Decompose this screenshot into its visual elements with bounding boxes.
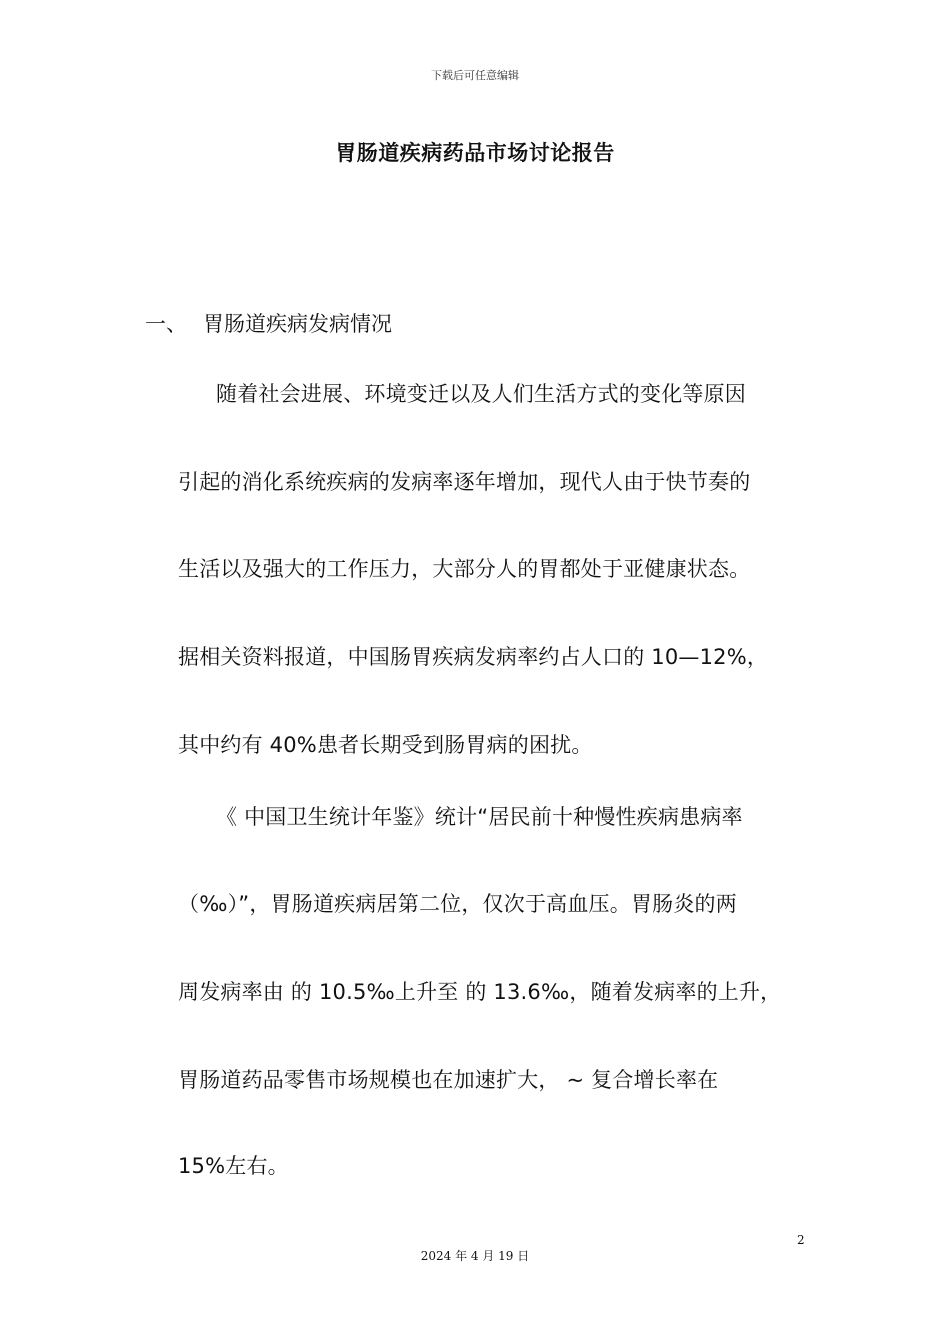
paragraph-line: 据相关资料报道，中国肠胃疾病发病率约占人口的 10—12%， [178,645,769,669]
paragraph-line: 其中约有 40%患者长期受到肠胃病的困扰。 [178,733,593,757]
page-number: 2 [797,1233,805,1247]
paragraph-line: 15%左右。 [178,1154,289,1178]
paragraph-line: 《 中国卫生统计年鉴》统计“居民前十种慢性疾病患病率 [216,805,743,829]
paragraph-line: 引起的消化系统疾病的发病率逐年增加，现代人由于快节奏的 [178,470,751,494]
paragraph-line: 随着社会进展、环境变迁以及人们生活方式的变化等原因 [216,382,746,406]
section-heading-text: 胃肠道疾病发病情况 [203,312,392,336]
paragraph-line: （‰）”，胃肠道疾病居第二位，仅次于高血压。胃肠炎的两 [178,892,737,916]
section-number: 一、 [145,312,187,336]
paragraph-line: 周发病率由 的 10.5‰上升至 的 13.6‰，随着发病率的上升， [178,980,782,1004]
section-heading [145,308,392,338]
paragraph-line: 胃肠道药品零售市场规模也在加速扩大， ~ 复合增长率在 [178,1068,719,1092]
header-note: 下载后可任意编辑 [431,69,519,82]
document-title: 胃肠道疾病药品市场讨论报告 [335,141,615,165]
paragraph-line: 生活以及强大的工作压力，大部分人的胃都处于亚健康状态。 [178,557,751,581]
footer-date: 2024 年 4 月 19 日 [420,1249,530,1263]
